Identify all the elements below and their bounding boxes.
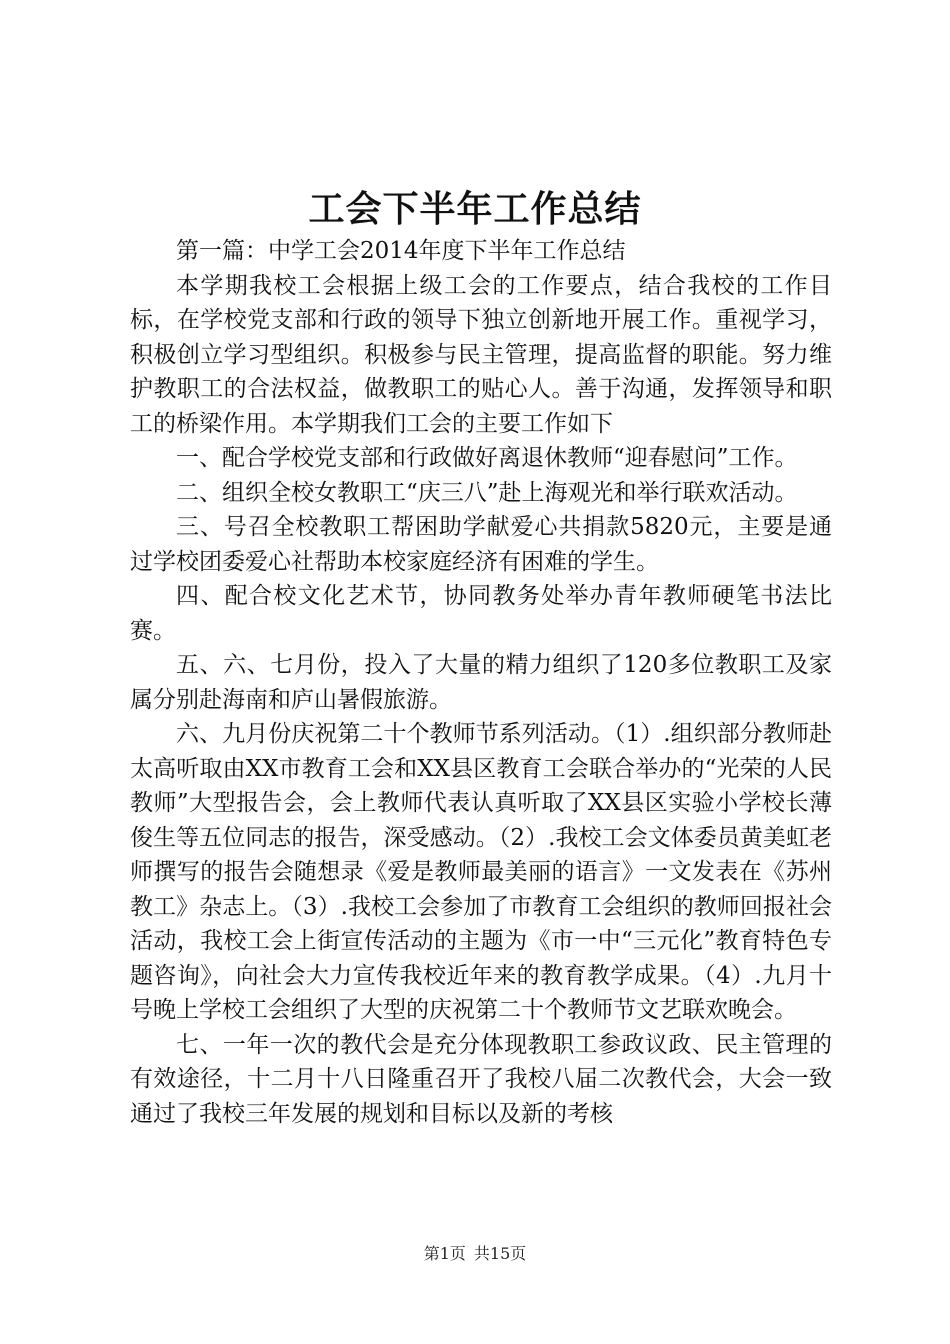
- paragraph-item-3: 三、号召全校教职工帮困助学献爱心共捐款5820元，主要是通过学校团委爱心社帮助本校家庭经济有困难的学生。: [130, 514, 832, 575]
- paragraph-heading: 第一篇：中学工会2014年度下半年工作总结: [176, 238, 626, 264]
- document-title: 工会下半年工作总结: [308, 188, 642, 230]
- document-body: [130, 234, 832, 1131]
- page-footer: [0, 1243, 950, 1265]
- paragraph-item-2: 二、组织全校女教职工“庆三八”赴上海观光和举行联欢活动。: [176, 479, 798, 506]
- paragraph-item-7: 七、一年一次的教代会是充分体现教职工参政议政、民主管理的有效途径，十二月十八日隆重召开了我校八届二次教代会，大会一致通过了我校三年发展的规划和目标以及新的考核: [130, 1031, 832, 1127]
- page-total: 共15页: [473, 1244, 527, 1263]
- page-number: 第1页: [423, 1244, 466, 1263]
- paragraph-intro: 本学期我校工会根据上级工会的工作要点，结合我校的工作目标，在学校党支部和行政的领导下独立创新地开展工作。重视学习，积极创立学习型组织。积极参与民主管理，提高监督的职能。努力维护教职工的合法权益，做教职工的贴心人。善于沟通，发挥领导和职工的桥梁作用。本学期我们工会的主要工作如下: [130, 272, 832, 437]
- paragraph-item-4: 四、配合校文化艺术节，协同教务处举办青年教师硬笔书法比赛。: [130, 583, 832, 644]
- paragraph-item-5: 五、六、七月份，投入了大量的精力组织了120多位教职工及家属分别赴海南和庐山暑假旅游。: [130, 652, 832, 713]
- paragraph-item-6: 六、九月份庆祝第二十个教师节系列活动。（1）.组织部分教师赴太高听取由XX市教育工会和XX县区教育工会联合举办的“光荣的人民教师”大型报告会，会上教师代表认真听取了XX县区实验小学校长薄俊生等五位同志的报告，深受感动。（2）.我校工会文体委员黄美虹老师撰写的报告会随想录《爱是教师最美丽的语言》一文发表在《苏州教工》杂志上。（3）.我校工会参加了市教育工会组织的教师回报社会活动，我校工会上街宣传活动的主题为《市一中“三元化”教育特色专题咨询》，向社会大力宣传我校近年来的教育教学成果。（4）.九月十号晚上学校工会组织了大型的庆祝第二十个教师节文艺联欢晚会。: [130, 721, 832, 1023]
- paragraph-item-1: 一、配合学校党支部和行政做好离退休教师“迎春慰问”工作。: [176, 445, 798, 471]
